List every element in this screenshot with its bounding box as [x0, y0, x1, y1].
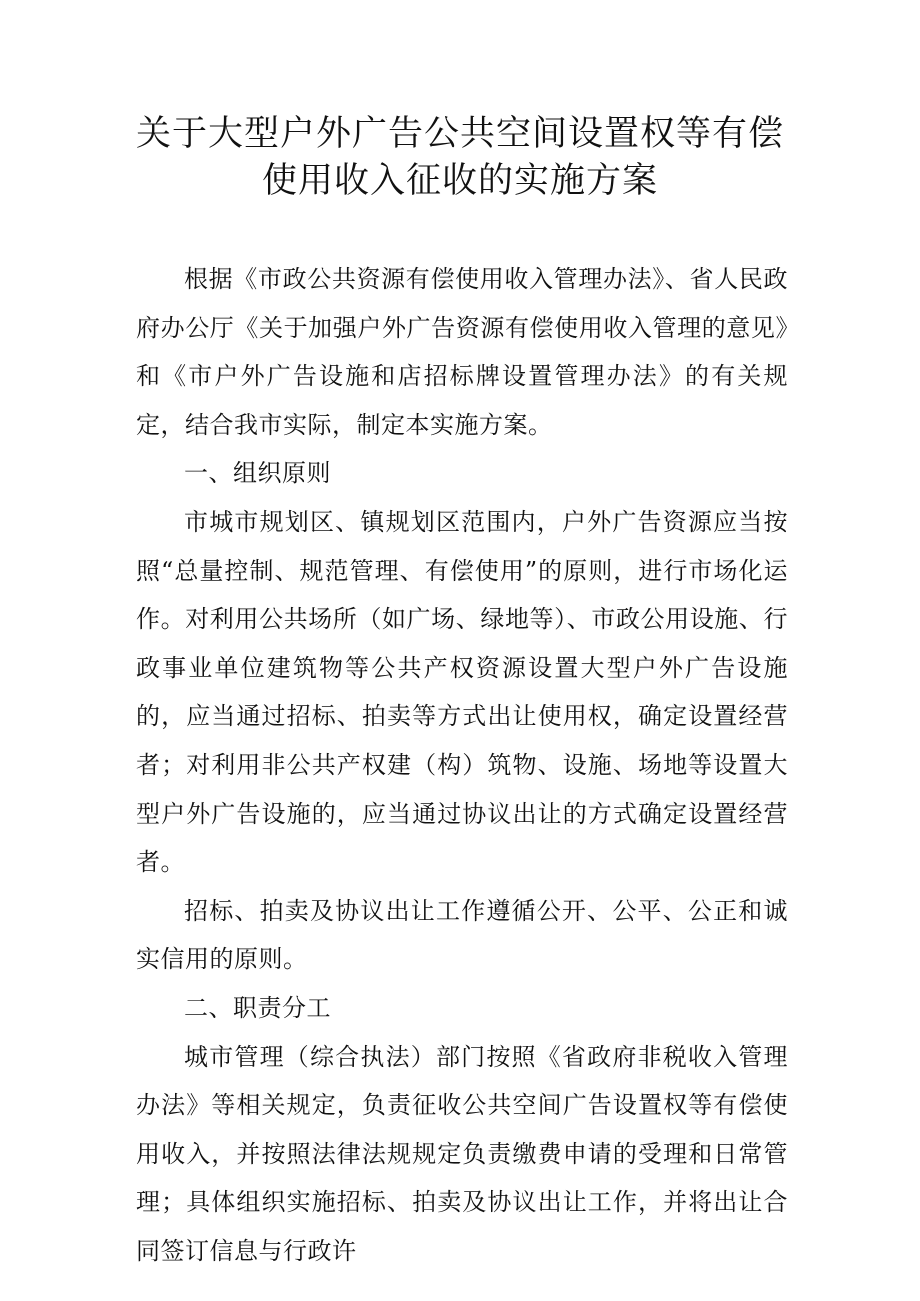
paragraph-principles: 市城市规划区、镇规划区范围内，户外广告资源应当按照“总量控制、规范管理、有偿使用”的原则，进行市场化运作。对利用公共场所（如广场、绿地等）、市政公用设施、行政事业单位建筑物等公共产权资源设置大型户外广告设施的，应当通过招标、拍卖等方式出让使用权，确定设置经营者；对利用非公共产权建（构）筑物、设施、场地等设置大型户外广告设施的，应当通过协议出让的方式确定设置经营者。 [136, 507, 788, 877]
paragraph-duties: 城市管理（综合执法）部门按照《省政府非税收入管理办法》等相关规定，负责征收公共空间广告设置权等有偿使用收入，并按照法律法规规定负责缴费申请的受理和日常管理；具体组织实施招标、拍卖及协议出让工作，并将出让合同签订信息与行政许 [136, 1042, 788, 1265]
paragraph-fairness: 招标、拍卖及协议出让工作遵循公开、公平、公正和诚实信用的原则。 [136, 896, 788, 974]
document-title-line-2: 使用收入征收的实施方案 [261, 161, 658, 201]
section-heading-principles: 一、组织原则 [184, 459, 331, 488]
document-title-line-1: 关于大型户外广告公共空间设置权等有偿 [135, 114, 784, 154]
section-heading-duties: 二、职责分工 [184, 993, 331, 1022]
paragraph-intro: 根据《市政公共资源有偿使用收入管理办法》、省人民政府办公厅《关于加强户外广告资源有偿使用收入管理的意见》和《市户外广告设施和店招标牌设置管理办法》的有关规定，结合我市实际，制定本实施方案。 [136, 265, 788, 439]
document-body [136, 255, 788, 1275]
